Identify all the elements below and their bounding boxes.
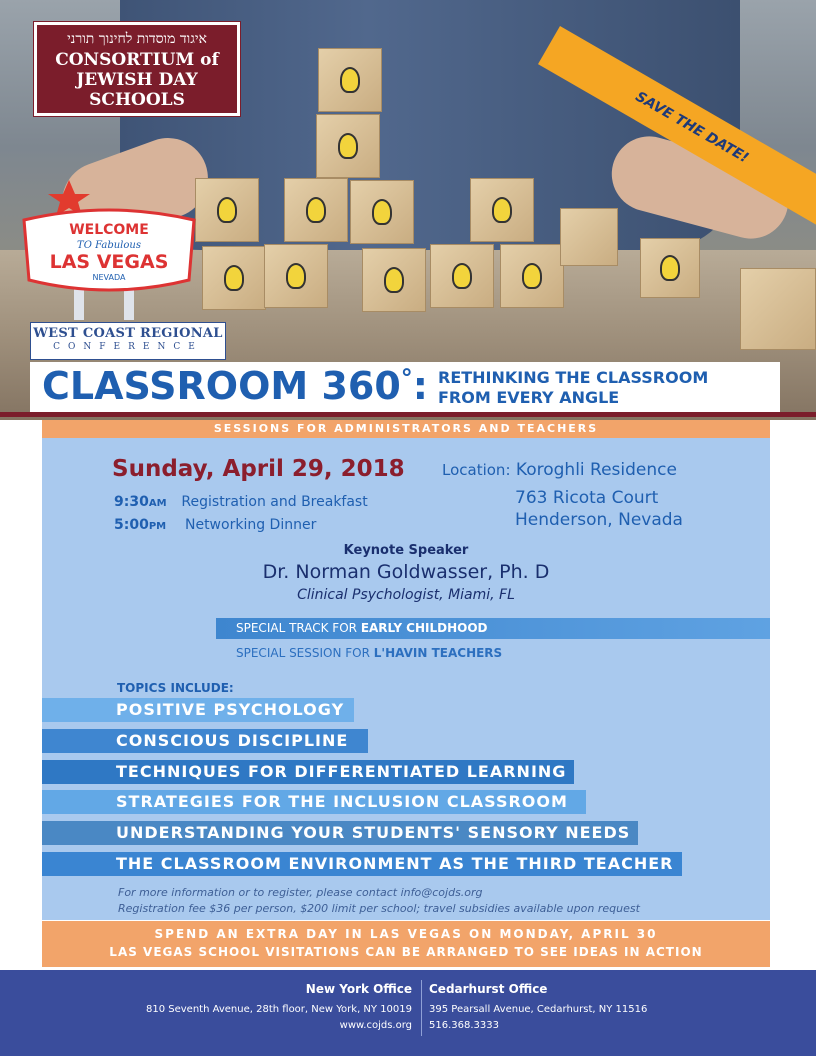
bulb-cube — [350, 180, 414, 244]
sign-welcome: WELCOME — [69, 222, 149, 238]
schedule-label: Networking Dinner — [184, 517, 317, 533]
title-bar — [30, 362, 780, 412]
subtitle-line2: FROM EVERY ANGLE — [438, 388, 620, 407]
topic-item: CONSCIOUS DISCIPLINE — [42, 729, 368, 753]
schedule-ampm: AM — [148, 498, 167, 509]
save-the-date-text: SAVE THE DATE! — [632, 88, 752, 167]
bulb-cube — [316, 114, 380, 178]
bulb-cube — [318, 48, 382, 112]
address-line1: 763 Ricota Court — [515, 488, 659, 508]
special-track-bold: EARLY CHILDHOOD — [360, 621, 488, 635]
sessions-band — [42, 420, 770, 438]
lightbulb-icon — [492, 197, 512, 223]
keynote-label: Keynote Speaker — [343, 543, 469, 558]
ny-office-address: 810 Seventh Avenue, 28th floor, New York, NY 10019 — [145, 1004, 412, 1015]
conference-line1: WEST COAST REGIONAL — [33, 326, 223, 341]
logo-hebrew: איגוד מוסדות לחינוך תורני — [67, 31, 207, 47]
cedarhurst-office-address: 395 Pearsall Avenue, Cedarhurst, NY 11516 — [429, 1004, 648, 1015]
schedule-label: Registration and Breakfast — [181, 494, 368, 510]
topic-item: STRATEGIES FOR THE INCLUSION CLASSROOM — [42, 790, 586, 814]
ny-office-title: New York Office — [305, 982, 412, 996]
page-title — [42, 364, 428, 408]
topic-item: TECHNIQUES FOR DIFFERENTIATED LEARNING — [42, 760, 574, 784]
extra-day-line1: SPEND AN EXTRA DAY IN LAS VEGAS ON MONDAY, APRIL 30 — [154, 927, 658, 941]
keynote-title: Clinical Psychologist, Miami, FL — [297, 587, 515, 603]
lightbulb-icon — [286, 263, 306, 289]
lightbulb-icon — [224, 265, 244, 291]
keynote-name: Dr. Norman Goldwasser, Ph. D — [262, 561, 550, 583]
event-date: Sunday, April 29, 2018 — [112, 456, 405, 482]
topic-item: UNDERSTANDING YOUR STUDENTS' SENSORY NEEDS — [42, 821, 638, 845]
sign-city: LAS VEGAS — [49, 251, 169, 273]
plain-cube — [740, 268, 816, 350]
lightbulb-icon — [384, 267, 404, 293]
info-line1: For more information or to register, please contact info@cojds.org — [118, 886, 483, 899]
title-colon: : — [412, 364, 428, 408]
plain-cube — [560, 208, 618, 266]
topic-item: POSITIVE PSYCHOLOGY — [42, 698, 354, 722]
address-line2: Henderson, Nevada — [515, 510, 683, 530]
lightbulb-icon — [338, 133, 358, 159]
divider — [0, 412, 816, 417]
special-track-prefix: SPECIAL TRACK FOR — [236, 621, 361, 635]
special-session-bold: L'HAVIN TEACHERS — [373, 646, 503, 660]
schedule-time: 9:30 — [114, 494, 149, 510]
subtitle-line1: RETHINKING THE CLASSROOM — [438, 368, 709, 387]
location-label: Location: — [442, 461, 511, 479]
footer-divider — [421, 980, 422, 1036]
schedule-row — [114, 517, 316, 533]
lightbulb-icon — [522, 263, 542, 289]
location-name: Koroghli Residence — [515, 460, 677, 480]
title-main: CLASSROOM 360 — [42, 364, 401, 408]
lightbulb-icon — [306, 197, 326, 223]
lightbulb-icon — [217, 197, 237, 223]
bulb-cube — [430, 244, 494, 308]
special-session-prefix: SPECIAL SESSION FOR — [236, 646, 374, 660]
special-session — [236, 646, 502, 660]
bulb-cube — [195, 178, 259, 242]
logo-line2: JEWISH DAY SCHOOLS — [76, 70, 198, 110]
topic-item: THE CLASSROOM ENVIRONMENT AS THE THIRD TEACHER — [42, 852, 682, 876]
logo-line1: CONSORTIUM of — [55, 50, 219, 70]
location — [442, 460, 677, 480]
ny-office-web[interactable]: www.cojds.org — [339, 1020, 412, 1031]
title-degree: ° — [400, 364, 413, 392]
extra-day-band — [42, 921, 770, 967]
footer — [0, 970, 816, 1056]
lightbulb-icon — [660, 255, 680, 281]
cedarhurst-office-phone: 516.368.3333 — [429, 1020, 499, 1031]
extra-day-line2: LAS VEGAS SCHOOL VISITATIONS CAN BE ARRANGED TO SEE IDEAS IN ACTION — [109, 945, 703, 959]
page-subtitle — [438, 368, 708, 408]
bulb-cube — [284, 178, 348, 242]
lightbulb-icon — [372, 199, 392, 225]
consortium-logo — [34, 22, 240, 116]
bulb-cube — [264, 244, 328, 308]
las-vegas-sign — [14, 180, 204, 320]
cedarhurst-office-title: Cedarhurst Office — [429, 982, 548, 996]
conference-line2: CONFERENCE — [53, 342, 203, 352]
bulb-cube — [500, 244, 564, 308]
lightbulb-icon — [452, 263, 472, 289]
special-track — [236, 621, 488, 635]
conference-badge — [30, 322, 226, 360]
bulb-cube — [470, 178, 534, 242]
info-line2: Registration fee $36 per person, $200 limit per school; travel subsidies available upon request — [118, 902, 640, 915]
schedule-ampm: PM — [148, 521, 167, 532]
sign-to: TO Fabulous — [77, 240, 141, 251]
schedule-row — [114, 494, 368, 510]
bulb-cube — [362, 248, 426, 312]
sessions-band-text: SESSIONS FOR ADMINISTRATORS AND TEACHERS — [213, 422, 599, 435]
topics-label: TOPICS INCLUDE: — [117, 681, 234, 695]
lightbulb-icon — [340, 67, 360, 93]
sign-state: NEVADA — [92, 273, 126, 282]
bulb-cube — [640, 238, 700, 298]
schedule-time: 5:00 — [114, 517, 149, 533]
bulb-cube — [202, 246, 266, 310]
